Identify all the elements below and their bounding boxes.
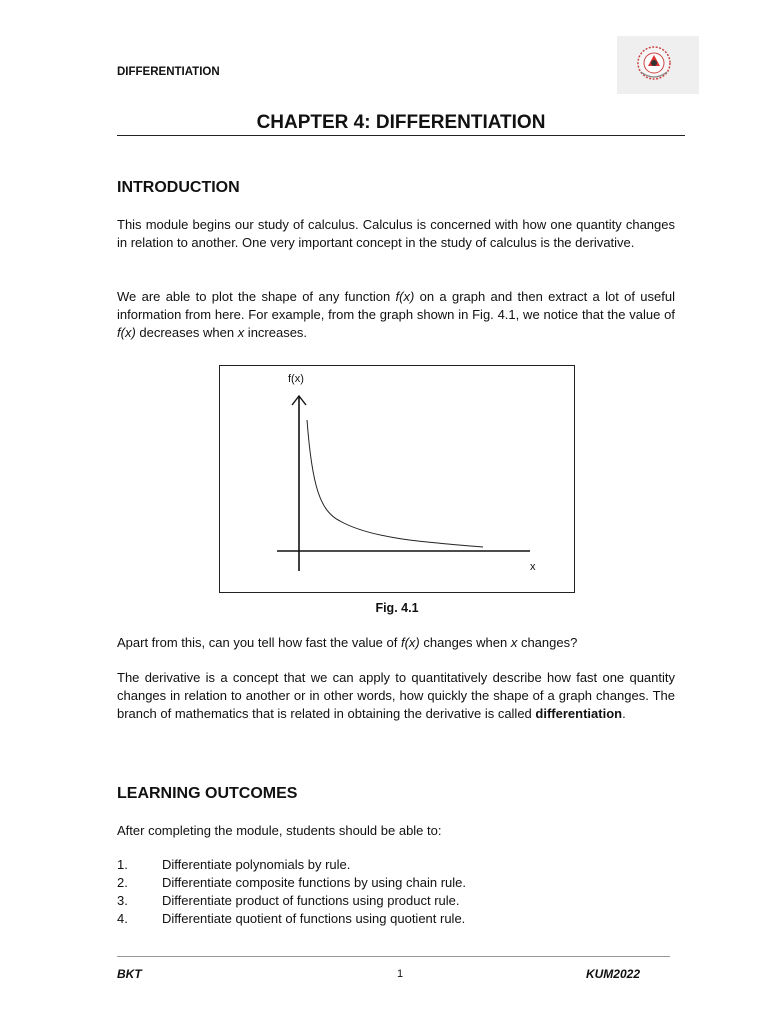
p4-bold-term: differentiation: [535, 706, 623, 721]
list-item-number: 4.: [117, 911, 128, 926]
running-header: DIFFERENTIATION: [117, 66, 220, 78]
university-logo: [617, 36, 699, 94]
figure-caption: Fig. 4.1: [375, 601, 419, 615]
y-axis-label: f(x): [288, 373, 304, 385]
list-item-text: Differentiate polynomials by rule.: [162, 857, 351, 872]
intro-p2-text-d: increases.: [244, 325, 308, 340]
p3-text-c: changes?: [517, 635, 578, 650]
list-item-text: Differentiate quotient of functions using quotient rule.: [162, 911, 466, 926]
list-item-text: Differentiate composite functions by using chain rule.: [162, 875, 466, 890]
outcomes-intro-text: After completing the module, students should be able to:: [117, 823, 442, 838]
footer-divider: [117, 956, 670, 957]
x-axis-label: x: [530, 561, 536, 573]
chapter-title: CHAPTER 4: DIFFERENTIATION: [256, 112, 546, 133]
p3-fx: f(x): [400, 635, 420, 650]
introduction-heading: INTRODUCTION: [117, 179, 240, 196]
page-number: 1: [396, 968, 404, 980]
p4-text-a: The derivative is a concept that we can apply to quantitatively describe how fast one quantity changes in relation to another or in other words, how quickly the shape of a graph changes. The branch of mathematics that is related in obtaining the derivative is called: [117, 670, 675, 721]
list-item-number: 1.: [117, 857, 128, 872]
intro-p2-x: x: [237, 325, 245, 340]
p3-text-a: Apart from this, can you tell how fast the value of: [117, 635, 401, 650]
list-item-number: 3.: [117, 893, 128, 908]
decay-graph: [220, 366, 574, 592]
list-item-text: Differentiate product of functions using product rule.: [162, 893, 460, 908]
intro-p2-text-c: decreases when: [135, 325, 238, 340]
intro-paragraph-1: [117, 216, 675, 252]
intro-p2-text-a: We are able to plot the shape of any function: [117, 289, 396, 304]
intro-paragraph-1-text: This module begins our study of calculus. Calculus is concerned with how one quantity changes in relation to another. One very important concept in the study of calculus is the derivative.: [117, 217, 675, 250]
list-item-number: 2.: [117, 875, 128, 890]
p4-text-b: .: [622, 706, 626, 721]
intro-p2-fx-2: f(x): [117, 325, 136, 340]
figure-4-1: [219, 365, 575, 593]
outcomes-intro: [117, 822, 675, 840]
footer-course-code: KUM2022: [585, 967, 640, 981]
body-paragraph-3: [117, 634, 675, 652]
university-logo-icon: [617, 36, 699, 94]
p3-text-b: changes when: [419, 635, 511, 650]
learning-outcomes-heading: LEARNING OUTCOMES: [117, 785, 298, 802]
intro-p2-text-b: on a graph and then extract a lot of useful information from here. For example, from the graph shown in Fig. 4.1, we notice that the value of: [117, 289, 675, 322]
p3-x: x: [510, 635, 518, 650]
title-divider: [117, 135, 685, 136]
intro-paragraph-2: [117, 288, 675, 342]
decreasing-curve: [307, 420, 483, 547]
footer-left-text: BKT: [117, 967, 142, 981]
body-paragraph-4: [117, 669, 675, 723]
intro-p2-fx: f(x): [395, 289, 415, 304]
